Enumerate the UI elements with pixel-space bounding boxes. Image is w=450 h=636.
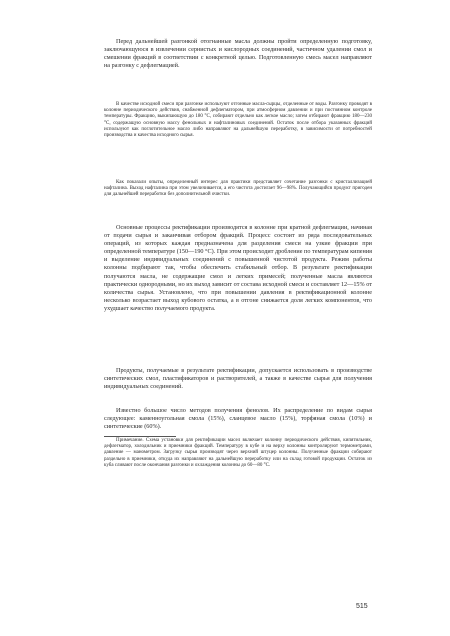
paragraph-small-2 (104, 180, 372, 199)
paragraph-text: Основные процессы ректификации производятся в колонне при кратной дефлегмации, начиная от подачи сырья и заканчивая отбором фракций. Процесс состоит из ряда последовательных операций, из которых каждая предназначена для разделения смеси на узкие фракции при определенной температуре (150—190 °С). При этом происходит дробление по температурам кипения и выделение индивидуальных соединений с повышенной чистотой продукта. Режим работы колонны подбирают так, чтобы обеспечить стабильный отбор. В результате ректификации получаются масла, не содержащие смол и легких примесей; полученные масла являются практически однородными, но их выход зависит от состава исходной смеси и составляет 12—15% от количества сырья. Установлено, что при повышении давления в ректификационной колонне несколько возрастает выход кубового остатка, а в отгоне снижается доля легких компонентов, что ухудшает качество получаемого продукта. (104, 224, 372, 312)
footnote (104, 438, 372, 469)
paragraph-text: Продукты, получаемые в результате ректификации, допускается использовать в производстве синтетических смол, пластификаторов и растворителей, а также в качестве сырья для получения индивидуальных соединений. (104, 367, 372, 391)
paragraph-products (104, 367, 372, 391)
paragraph-text: В качестве исходной смеси при разгонке используют отгонные масла-сырцы, отделенные от воды. Разгонку проводят в колонне периодического действия, снабженной дефлегматором, при атмосферном давлении и при постоянном контроле температуры. Фракцию, выкипающую до 180 °С, собирают отдельно как легкое масло; затем отбирают фракцию 180—230 °С, содержащую основную массу фенольных и нафталиновых соединений. Остаток после отбора указанных фракций используют как поглотительное масло либо направляют на дальнейшую переработку, в зависимости от потребностей производства и качества исходного сырья. (104, 102, 372, 139)
footnote-divider (104, 436, 176, 437)
paragraph-phenols (104, 407, 372, 431)
page-number: 515 (356, 603, 368, 610)
paragraph-text: Как показали опыты, определенный интерес для практики представляет сочетание разгонки с кристаллизацией нафталина. Выход нафталина при этом увеличивается, а его чистота достигает 96—98%. Получающийся продукт пригоден для дальнейшей переработки без дополнительной очистки. (104, 180, 372, 198)
paragraph-text: Известно большое число методов получения фенолов. Их распределение по видам сырья следующее: каменноугольная смола (15%), сланцевое масло (15%), торфяная смола (10%) и синтетические (60%). (104, 407, 372, 431)
paragraph-main (104, 224, 372, 313)
paragraph-small-1 (104, 102, 372, 139)
paragraph-text: Перед дальнейшей разгонкой отогнанные масла должны пройти определенную подготовку, заключающуюся в извлечении сернистых и кислородных соединений, частичном удалении смол и смешении фракций в соответствии с конкретной целью. Подготовленную смесь масел направляют на разгонку с дефлегмацией. (104, 38, 372, 70)
paragraph-intro (104, 38, 372, 70)
footnote-text: Примечание. Схема установки для ректификации масел включает колонну периодического действия, кипятильник, дефлегматор, холодильник и приемники фракций. Температуру в кубе и на верху колонны контролируют термометрами, давление — манометром. Загрузку сырья производят через верхний штуцер колонны. Полученные фракции собирают раздельно в приемники, откуда их направляют на дальнейшую переработку или на склад готовой продукции. Остаток из куба сливают после окончания разгонки и охлаждения колонны до 60—80 °С. (104, 438, 372, 468)
